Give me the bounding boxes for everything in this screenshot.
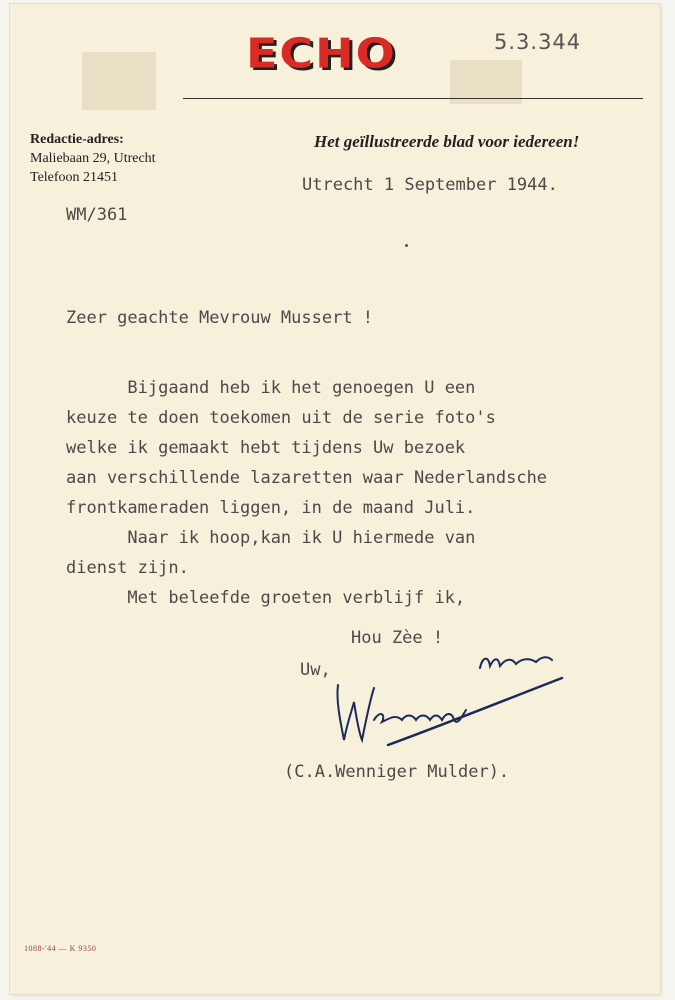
address-street: Maliebaan 29, Utrecht [30,151,156,166]
tagline: Het geïllustreerde blad voor iedereen! [314,132,580,151]
body-line: dienst zijn. [66,558,189,578]
editorial-address [30,130,156,187]
archive-number: 5.3.344 [494,30,582,54]
body-line: welke ik gemaakt hebt tijdens Uw bezoek [66,438,466,458]
reference-code: WM/361 [66,205,128,225]
address-label: Redactie-adres: [30,132,124,147]
body-line: frontkameraden liggen, in de maand Juli. [66,498,476,518]
echo-logo: ECHO [246,28,397,78]
tape-mark [82,52,156,110]
valediction: Uw, [300,660,331,680]
letter-date: Utrecht 1 September 1944. [302,175,558,195]
address-phone: Telefoon 21451 [30,170,119,185]
salutation: Zeer geachte Mevrouw Mussert ! [66,308,374,328]
body-line: Met beleefde groeten verblijf ik, [66,588,466,608]
signer-name: (C.A.Wenniger Mulder). [284,762,510,782]
print-code: 1088-'44 — K 9350 [24,944,97,953]
closing-phrase: Hou Zèe ! [351,628,444,648]
body-line: keuze te doen toekomen uit de serie foto's [66,408,496,428]
body-line: Naar ik hoop,kan ik U hiermede van [66,528,476,548]
stray-dot [405,244,408,247]
body-line: Bijgaand heb ik het genoegen U een [66,378,476,398]
handwritten-signature [330,640,570,755]
letterhead-rule [183,98,643,99]
body-line: aan verschillende lazaretten waar Nederlandsche [66,468,548,488]
